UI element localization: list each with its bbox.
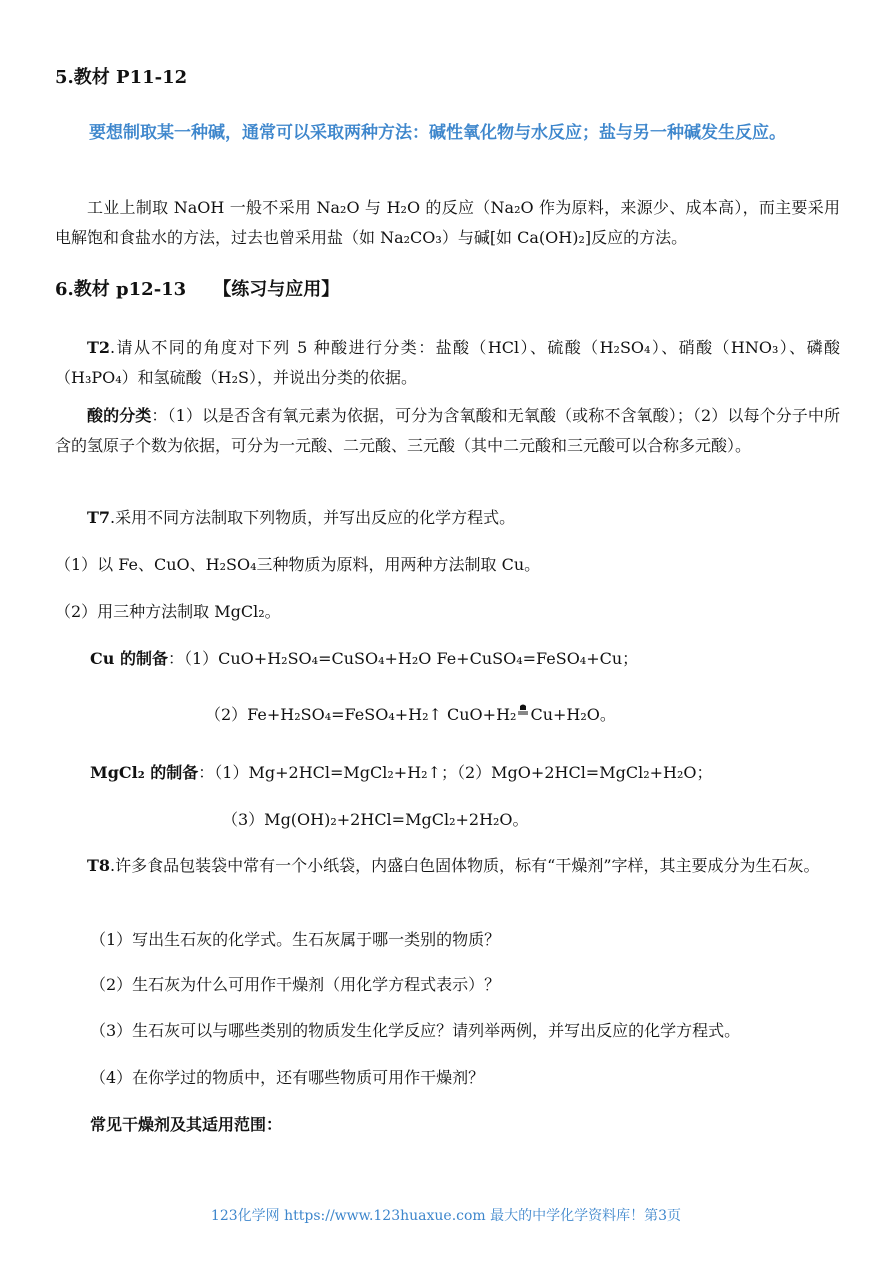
t7-sub-question-1: （1）以 Fe、CuO、H₂SO₄三种物质为原料，用两种方法制取 Cu。 bbox=[55, 555, 541, 574]
cu-preparation-eq-2-product: Cu+H₂O。 bbox=[530, 705, 616, 724]
cu-preparation-line-2 bbox=[205, 700, 892, 730]
section-5-heading: 5.教材 P11-12 bbox=[55, 67, 188, 88]
t2-label: T2 bbox=[87, 338, 111, 357]
t7-question-text: .采用不同方法制取下列物质，并写出反应的化学方程式。 bbox=[110, 508, 516, 527]
page-footer: 123化学网 https://www.123huaxue.com 最大的中学化学资料库！第3页 bbox=[210, 1208, 682, 1224]
t7-question bbox=[55, 503, 840, 533]
cu-preparation-label: Cu 的制备 bbox=[90, 649, 168, 668]
mgcl2-preparation-line-1 bbox=[90, 758, 880, 788]
cu-preparation-eq-2: （2）Fe+H₂SO₄=FeSO₄+H₂↑ CuO+H₂ bbox=[205, 705, 517, 724]
t7-sub-question-2: （2）用三种方法制取 MgCl₂。 bbox=[55, 602, 281, 621]
desiccant-heading: 常见干燥剂及其适用范围： bbox=[90, 1115, 283, 1134]
cu-preparation-line-1 bbox=[90, 644, 880, 674]
t2-answer bbox=[55, 401, 840, 461]
t8-sub-question-2: （2）生石灰为什么可用作干燥剂（用化学方程式表示）？ bbox=[90, 975, 501, 994]
t8-label: T8 bbox=[87, 856, 111, 875]
acid-classification-label: 酸的分类 bbox=[87, 406, 152, 425]
heating-condition-icon bbox=[516, 709, 530, 723]
t8-question-text: .许多食品包装袋中常有一个小纸袋，内盛白色固体物质，标有“干燥剂”字样，其主要成分为生石灰。 bbox=[110, 856, 820, 875]
t2-question bbox=[55, 333, 840, 393]
acid-classification-text: ：（1）以是否含有氧元素为依据，可分为含氧酸和无氧酸（或称不含氧酸）；（2）以每个分子中所含的氢原子个数为依据，可分为一元酸、二元酸、三元酸（其中二元酸和三元酸可以合称多元酸）。 bbox=[55, 406, 840, 455]
t8-sub-question-3: （3）生石灰可以与哪些类别的物质发生化学反应？请列举两例，并写出反应的化学方程式。 bbox=[90, 1021, 741, 1040]
t8-question bbox=[55, 851, 840, 881]
section-5-paragraph: 工业上制取 NaOH 一般不采用 Na₂O 与 H₂O 的反应（Na₂O 作为原料，来源少、成本高），而主要采用电解饱和食盐水的方法，过去也曾采用盐（如 Na₂CO₃）与碱[如 Ca(OH)₂]反应的方法。 bbox=[55, 198, 840, 247]
t2-question-text: .请从不同的角度对下列 5 种酸进行分类：盐酸（HCl）、硫酸（H₂SO₄）、硝酸（HNO₃）、磷酸（H₃PO₄）和氢硫酸（H₂S），并说出分类的依据。 bbox=[55, 338, 840, 387]
section-6-heading: 6.教材 p12-13 【练习与应用】 bbox=[55, 279, 340, 300]
mgcl2-preparation-label: MgCl₂ 的制备 bbox=[90, 763, 199, 782]
mgcl2-preparation-eq-1: ：（1）Mg+2HCl=MgCl₂+H₂↑；（2）MgO+2HCl=MgCl₂+H₂O； bbox=[198, 763, 713, 782]
cu-preparation-eq-1: ：（1）CuO+H₂SO₄=CuSO₄+H₂O Fe+CuSO₄=FeSO₄+Cu； bbox=[167, 649, 639, 668]
mgcl2-preparation-line-2: （3）Mg(OH)₂+2HCl=MgCl₂+2H₂O。 bbox=[222, 810, 529, 829]
t8-sub-question-4: （4）在你学过的物质中，还有哪些物质可用作干燥剂？ bbox=[90, 1068, 485, 1087]
t7-label: T7 bbox=[87, 508, 111, 527]
section-5-highlight: 要想制取某一种碱，通常可以采取两种方法：碱性氧化物与水反应；盐与另一种碱发生反应。 bbox=[89, 123, 786, 143]
t8-sub-question-1: （1）写出生石灰的化学式。生石灰属于哪一类别的物质？ bbox=[90, 930, 501, 949]
